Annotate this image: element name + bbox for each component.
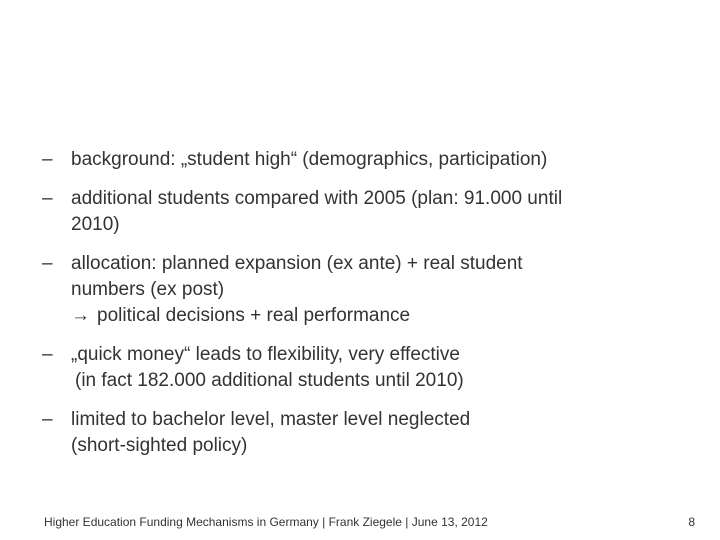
bullet-line: (in fact 182.000 additional students until 2010) — [75, 370, 464, 391]
bullet-item — [42, 407, 662, 459]
bullet-dash: – — [42, 344, 53, 365]
bullet-line: limited to bachelor level, master level neglected — [71, 409, 471, 430]
bullet-item — [42, 147, 662, 173]
bullet-list — [42, 147, 662, 472]
bullet-line: (short-sighted policy) — [71, 435, 248, 456]
page-number: 8 — [688, 515, 695, 529]
bullet-item — [42, 342, 662, 394]
bullet-line: „quick money“ leads to flexibility, very effective — [71, 344, 460, 365]
bullet-line: background: „student high“ (demographics, participation) — [71, 149, 548, 170]
bullet-dash: – — [42, 188, 53, 209]
bullet-line: numbers (ex post) — [71, 279, 225, 300]
arrow-right-icon: → — [71, 305, 90, 326]
arrow-line-text: political decisions + real performance — [97, 305, 411, 326]
footer-text: Higher Education Funding Mechanisms in Germany | Frank Ziegele | June 13, 2012 — [44, 515, 488, 529]
bullet-item — [42, 186, 662, 238]
bullet-item — [42, 251, 662, 329]
bullet-dash: – — [42, 409, 53, 430]
bullet-dash: – — [42, 149, 53, 170]
bullet-dash: – — [42, 253, 53, 274]
bullet-line: allocation: planned expansion (ex ante) + real student — [71, 253, 523, 274]
bullet-arrow-line — [71, 303, 662, 329]
bullet-line: additional students compared with 2005 (plan: 91.000 until — [71, 188, 563, 209]
bullet-line: 2010) — [71, 214, 120, 235]
